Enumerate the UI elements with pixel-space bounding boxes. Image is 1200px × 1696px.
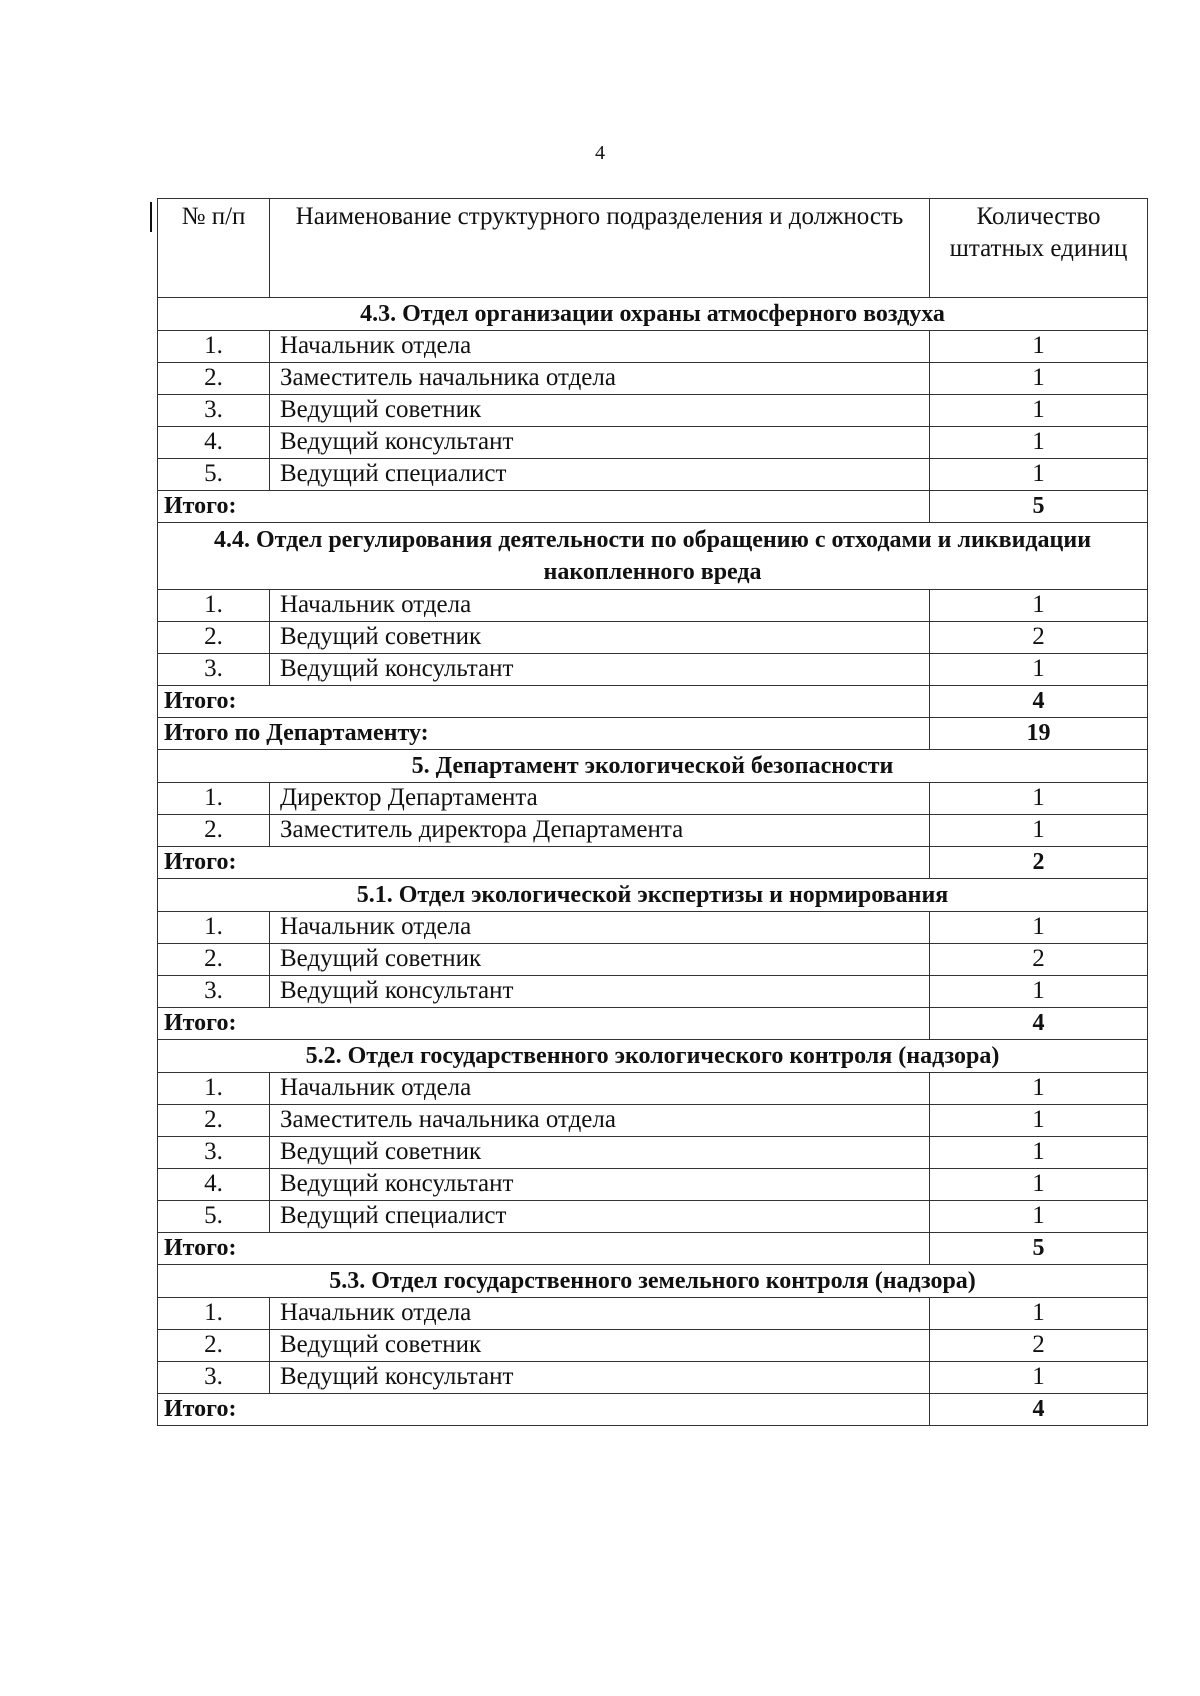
table-row bbox=[158, 622, 1148, 654]
section-row bbox=[158, 298, 1148, 331]
section-title: 5. Департамент экологической безопасности bbox=[158, 750, 1148, 783]
row-position: Ведущий советник bbox=[270, 395, 930, 427]
total-label: Итого по Департаменту: bbox=[158, 718, 930, 750]
row-number: 3. bbox=[158, 654, 270, 686]
table-row bbox=[158, 1169, 1148, 1201]
total-quantity: 5 bbox=[930, 1233, 1148, 1265]
row-position: Начальник отдела bbox=[270, 1298, 930, 1330]
staff-table bbox=[157, 198, 1148, 1426]
row-number: 4. bbox=[158, 427, 270, 459]
table-row bbox=[158, 1073, 1148, 1105]
section-title: 4.4. Отдел регулирования деятельности по обращению с отходами и ликвидации накопленного вреда bbox=[158, 523, 1148, 590]
page-number: 4 bbox=[595, 142, 605, 164]
row-quantity: 2 bbox=[930, 944, 1148, 976]
total-row bbox=[158, 718, 1148, 750]
margin-mark bbox=[150, 202, 152, 232]
row-quantity: 1 bbox=[930, 783, 1148, 815]
total-quantity: 4 bbox=[930, 1394, 1148, 1426]
row-position: Ведущий консультант bbox=[270, 1169, 930, 1201]
total-row bbox=[158, 491, 1148, 523]
row-position: Ведущий консультант bbox=[270, 1362, 930, 1394]
total-quantity: 2 bbox=[930, 847, 1148, 879]
row-position: Начальник отдела bbox=[270, 912, 930, 944]
row-number: 2. bbox=[158, 1330, 270, 1362]
row-quantity: 1 bbox=[930, 1105, 1148, 1137]
row-number: 1. bbox=[158, 331, 270, 363]
row-position: Ведущий советник bbox=[270, 622, 930, 654]
table-row bbox=[158, 1201, 1148, 1233]
section-row bbox=[158, 1040, 1148, 1073]
row-number: 3. bbox=[158, 1362, 270, 1394]
total-label: Итого: bbox=[158, 1233, 930, 1265]
row-quantity: 1 bbox=[930, 395, 1148, 427]
row-position: Ведущий консультант bbox=[270, 976, 930, 1008]
total-label: Итого: bbox=[158, 491, 930, 523]
row-position: Заместитель директора Департамента bbox=[270, 815, 930, 847]
section-row bbox=[158, 1265, 1148, 1298]
section-title: 5.3. Отдел государственного земельного контроля (надзора) bbox=[158, 1265, 1148, 1298]
row-number: 5. bbox=[158, 1201, 270, 1233]
table-row bbox=[158, 363, 1148, 395]
row-number: 1. bbox=[158, 783, 270, 815]
total-row bbox=[158, 1394, 1148, 1426]
row-quantity: 1 bbox=[930, 1137, 1148, 1169]
row-quantity: 1 bbox=[930, 363, 1148, 395]
row-number: 3. bbox=[158, 395, 270, 427]
section-title: 5.1. Отдел экологической экспертизы и нормирования bbox=[158, 879, 1148, 912]
header-quantity: Количество штатных единиц bbox=[930, 199, 1148, 298]
row-position: Ведущий специалист bbox=[270, 459, 930, 491]
section-row bbox=[158, 523, 1148, 590]
table-row bbox=[158, 912, 1148, 944]
table-row bbox=[158, 459, 1148, 491]
row-quantity: 1 bbox=[930, 459, 1148, 491]
table-row bbox=[158, 976, 1148, 1008]
row-position: Ведущий советник bbox=[270, 944, 930, 976]
row-number: 2. bbox=[158, 815, 270, 847]
table-row bbox=[158, 1105, 1148, 1137]
row-number: 1. bbox=[158, 590, 270, 622]
row-quantity: 1 bbox=[930, 815, 1148, 847]
total-label: Итого: bbox=[158, 847, 930, 879]
row-position: Ведущий советник bbox=[270, 1137, 930, 1169]
row-quantity: 1 bbox=[930, 590, 1148, 622]
row-quantity: 1 bbox=[930, 654, 1148, 686]
row-position: Директор Департамента bbox=[270, 783, 930, 815]
table-row bbox=[158, 331, 1148, 363]
total-quantity: 5 bbox=[930, 491, 1148, 523]
row-number: 1. bbox=[158, 1298, 270, 1330]
table-row bbox=[158, 815, 1148, 847]
table-row bbox=[158, 1298, 1148, 1330]
total-quantity: 19 bbox=[930, 718, 1148, 750]
row-quantity: 1 bbox=[930, 1073, 1148, 1105]
row-number: 2. bbox=[158, 1105, 270, 1137]
row-position: Заместитель начальника отдела bbox=[270, 363, 930, 395]
row-number: 4. bbox=[158, 1169, 270, 1201]
row-quantity: 1 bbox=[930, 331, 1148, 363]
row-number: 3. bbox=[158, 976, 270, 1008]
section-row bbox=[158, 750, 1148, 783]
row-position: Начальник отдела bbox=[270, 331, 930, 363]
table-row bbox=[158, 783, 1148, 815]
section-title: 4.3. Отдел организации охраны атмосферного воздуха bbox=[158, 298, 1148, 331]
table-row bbox=[158, 654, 1148, 686]
row-position: Начальник отдела bbox=[270, 590, 930, 622]
row-quantity: 1 bbox=[930, 1298, 1148, 1330]
row-quantity: 1 bbox=[930, 1362, 1148, 1394]
table-header-row bbox=[158, 199, 1148, 298]
row-number: 1. bbox=[158, 1073, 270, 1105]
row-quantity: 1 bbox=[930, 912, 1148, 944]
header-number: № п/п bbox=[158, 199, 270, 298]
row-number: 3. bbox=[158, 1137, 270, 1169]
total-label: Итого: bbox=[158, 1394, 930, 1426]
row-quantity: 1 bbox=[930, 1201, 1148, 1233]
total-row bbox=[158, 1233, 1148, 1265]
table-row bbox=[158, 395, 1148, 427]
total-row bbox=[158, 847, 1148, 879]
row-number: 2. bbox=[158, 363, 270, 395]
row-position: Ведущий консультант bbox=[270, 427, 930, 459]
table-row bbox=[158, 1362, 1148, 1394]
total-row bbox=[158, 1008, 1148, 1040]
total-quantity: 4 bbox=[930, 686, 1148, 718]
row-number: 2. bbox=[158, 944, 270, 976]
row-quantity: 1 bbox=[930, 976, 1148, 1008]
section-row bbox=[158, 879, 1148, 912]
table-row bbox=[158, 944, 1148, 976]
total-row bbox=[158, 686, 1148, 718]
row-position: Ведущий специалист bbox=[270, 1201, 930, 1233]
row-number: 5. bbox=[158, 459, 270, 491]
row-quantity: 2 bbox=[930, 1330, 1148, 1362]
table-row bbox=[158, 1330, 1148, 1362]
row-quantity: 1 bbox=[930, 427, 1148, 459]
table-row bbox=[158, 1137, 1148, 1169]
row-position: Начальник отдела bbox=[270, 1073, 930, 1105]
row-position: Заместитель начальника отдела bbox=[270, 1105, 930, 1137]
header-name: Наименование структурного подразделения и должность bbox=[270, 199, 930, 298]
total-label: Итого: bbox=[158, 1008, 930, 1040]
total-quantity: 4 bbox=[930, 1008, 1148, 1040]
table-row bbox=[158, 590, 1148, 622]
total-label: Итого: bbox=[158, 686, 930, 718]
staff-table-body bbox=[158, 199, 1148, 1426]
row-number: 2. bbox=[158, 622, 270, 654]
row-position: Ведущий советник bbox=[270, 1330, 930, 1362]
table-row bbox=[158, 427, 1148, 459]
row-quantity: 1 bbox=[930, 1169, 1148, 1201]
row-position: Ведущий консультант bbox=[270, 654, 930, 686]
row-number: 1. bbox=[158, 912, 270, 944]
section-title: 5.2. Отдел государственного экологического контроля (надзора) bbox=[158, 1040, 1148, 1073]
row-quantity: 2 bbox=[930, 622, 1148, 654]
